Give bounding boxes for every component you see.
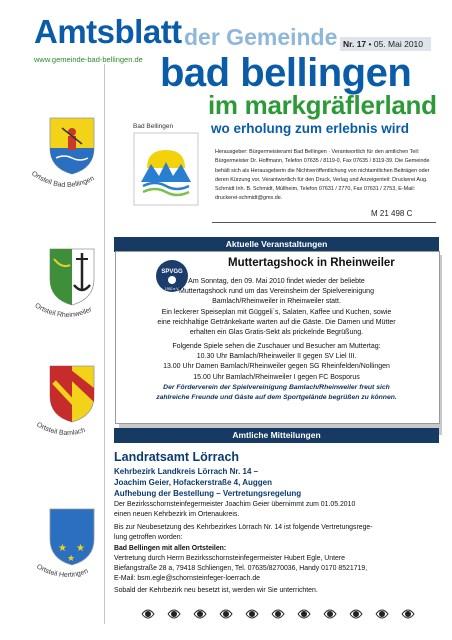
crest-label-bamlach — [22, 416, 112, 446]
event-line: 15.00 Uhr Bamlach/Rheinweiler I gegen FC Bosporus — [193, 373, 360, 381]
event-line: Muttertagshock rund um das Vereinsheim der Spielvereinigung — [179, 288, 374, 296]
floral-ornament-icon — [138, 604, 428, 624]
article-line: Bis zur Neubesetzung des Kehrbezirkes Lörrach Nr. 14 ist folgende Vertretungsrege- — [114, 524, 373, 531]
crest-label-bad-bellingen — [22, 168, 112, 198]
region-title: im markgräflerland — [208, 90, 437, 120]
svg-text:★: ★ — [67, 553, 76, 563]
crest-label-rheinweiler — [22, 298, 112, 328]
masthead-divider — [212, 222, 436, 223]
bad-bellingen-logo — [133, 124, 199, 206]
article-para-4: Sobald der Kehrbezirk neu besetzt ist, werden wir Sie unterrichten. — [114, 587, 318, 594]
event-para-2 — [120, 342, 433, 383]
article-line: Biefangstraße 28 a, 79418 Schliengen, Tel. 07635/8270036, Handy 0170 8521719, — [114, 565, 368, 573]
article-line: Der Bezirksschornsteinfegermeister Joachim Geier übernimmt zum 01.05.2010 — [114, 501, 356, 508]
event-footer-line: zahlreiche Freunde und Gäste auf dem Sportgelände begrüßen zu können. — [156, 393, 397, 401]
svg-text:Ortsteil Bamlach: Ortsteil Bamlach — [35, 421, 87, 438]
section-bar-official: Amtliche Mitteilungen — [114, 428, 439, 443]
svg-text:SPVGG: SPVGG — [161, 269, 183, 275]
svg-text:Ortsteil Rheinweiler: Ortsteil Rheinweiler — [33, 302, 94, 320]
article-line[interactable]: E-Mail: bsm.egle@schornsteinfeger-loerrach.de — [114, 575, 261, 583]
issue-separator: • — [366, 39, 374, 49]
svg-text:Ortsteil Bad Bellingen: Ortsteil Bad Bellingen — [30, 170, 96, 190]
event-line: Folgende Spiele sehen die Zuschauer und Besucher am Muttertag: — [172, 343, 381, 350]
issue-date: 05. Mai 2010 — [373, 39, 424, 49]
event-line: Am Sonntag, den 09. Mai 2010 findet wieder der beliebte — [188, 278, 365, 285]
website-link[interactable]: www.gemeinde-bad-bellingen.de — [34, 55, 143, 64]
svg-text:★: ★ — [76, 543, 85, 554]
imprint: Herausgeber: Bürgermeisteramt Bad Bellingen · Verantwortlich für den amtlichen Teil: Bürgermeister Dr. Hoffmann, Telefon 07635 / 8119-0, Fax 07635 / 8119-39. Die Gemeinde behält sich als Herausgeberin die Nichtveröffentlichung von nichtamtlichen Beiträgen oder deren Kürzung vor. Verantwortlich für den Druck, Verlag und Anzeigenteil: Druckerei Aug. Schmidt Inh. B. Schmidt, Müllheim, Telefon 07631 / 2770, Fax 07631 / 2753, E-Mail: druckerei-schmidt@gmx.de. — [215, 149, 430, 202]
sidebar-divider — [104, 64, 105, 624]
article-para-heading: Bad Bellingen mit allen Ortsteilen: — [114, 544, 227, 552]
crest-bamlach-icon — [42, 362, 102, 424]
article-line: lung getroffen worden: — [114, 534, 183, 542]
event-line: erhalten ein Glas Gratis-Sekt als prickelnde Begrüßung. — [189, 329, 364, 337]
article-subtitle-line: Joachim Geier, Hofackerstraße 4, Auggen — [114, 478, 272, 487]
event-line: 13.00 Uhr Damen Bamlach/Rheinweiler gegen SG Rheinfelden/Nollingen — [163, 363, 390, 371]
article-subtitle — [114, 466, 439, 499]
article-line: einen neuen Kehrbezirk im Ortenaukreis. — [114, 511, 240, 519]
event-line: eine reichhaltige Getränkekarte warten auf die Gäste. Die Damen und Mütter — [157, 318, 396, 326]
event-line: Ein leckerer Speiseplan mit Güggeli`s, Salaten, Kaffee und Kuchen, sowie — [161, 308, 392, 316]
svg-text:1952 e.V.: 1952 e.V. — [164, 287, 180, 291]
issue-info — [340, 37, 431, 51]
masthead-subtitle: der Gemeinde — [184, 24, 338, 50]
logo-label: Bad Bellingen — [133, 123, 174, 130]
masthead-title: Amtsblatt — [34, 13, 182, 50]
article-subtitle-line: Kehrbezirk Landkreis Lörrach Nr. 14 – — [114, 467, 259, 476]
event-line: 10.30 Uhr Bamlach/Rheinweiler II gegen SV Liel III. — [196, 353, 357, 361]
article-para-1 — [114, 500, 439, 521]
event-footer — [120, 383, 433, 402]
crest-bad-bellingen-icon — [42, 114, 102, 176]
section-bar-events: Aktuelle Veranstaltungen — [114, 237, 439, 252]
event-footer-line: Der Förderverein der Spielvereinigung Bamlach/Rheinweiler freut sich — [163, 384, 390, 391]
slogan: wo erholung zum erlebnis wird — [211, 121, 410, 136]
issue-number: Nr. 17 — [343, 39, 367, 49]
svg-text:Ortsteil Hertingen: Ortsteil Hertingen — [35, 563, 90, 580]
event-para-1 — [120, 277, 433, 338]
article-title: Landratsamt Lörrach — [114, 450, 240, 464]
article-para-2 — [114, 523, 439, 585]
event-line: Bamlach/Rheinweiler in Rheinweiler statt. — [212, 298, 341, 306]
article-line: Vertretung durch Herrn Bezirksschornsteinfegermeister Hubert Egle, Untere — [114, 554, 345, 562]
crest-label-hertingen — [22, 558, 112, 588]
event-title: Muttertagshock in Rheinweiler — [228, 257, 395, 269]
article-subtitle-line: Aufhebung der Bestellung – Vertretungsregelung — [114, 489, 302, 498]
town-title: bad bellingen — [160, 51, 412, 95]
postal-number: M 21 498 C — [371, 209, 413, 218]
svg-text:★: ★ — [58, 543, 67, 554]
